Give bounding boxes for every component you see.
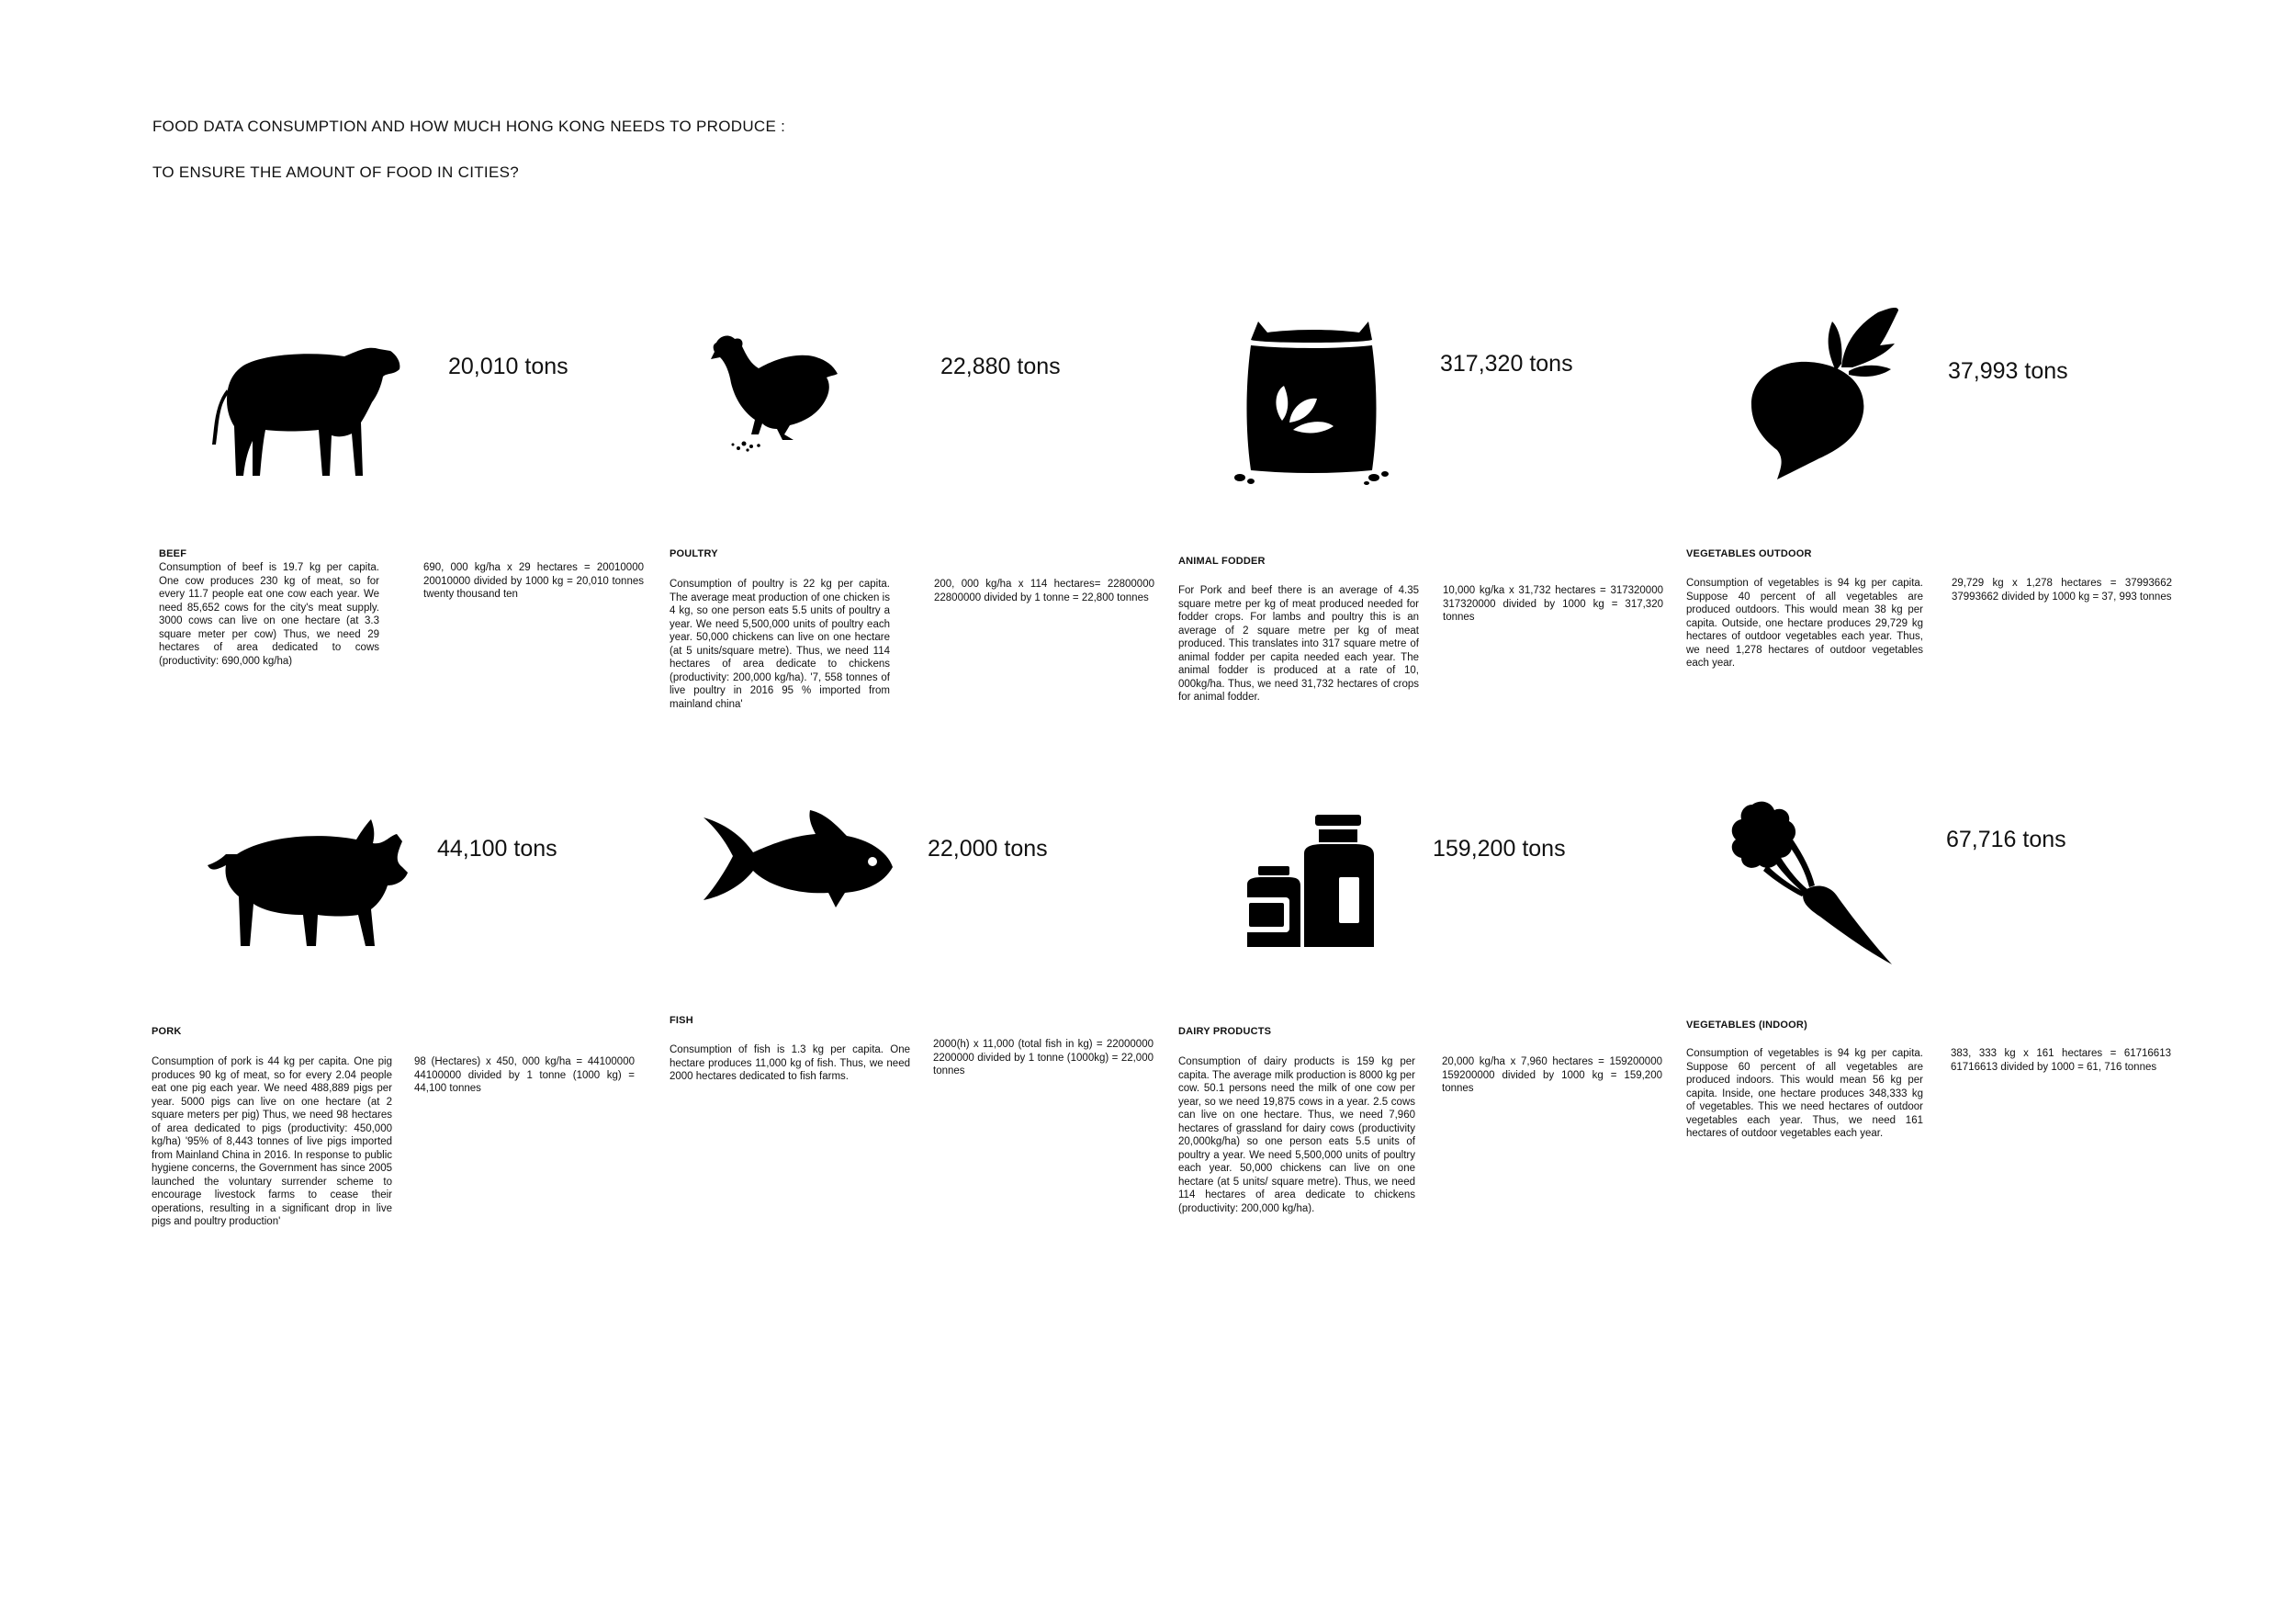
veg-indoor-description: Consumption of vegetables is 94 kg per capita. Suppose 60 percent of all vegetables are produced indoors. This would mean 56 kg per capita. Inside, one hectare produces 348,333 kg of vegetables. This we need hectares of outdoor vegetables each year. Thus, we need 161 hectares of outdoor vegetables each year.	[1686, 1048, 1923, 1139]
poultry-tons: 22,880 tons	[940, 354, 1061, 379]
dairy-calculation: 20,000 kg/ha x 7,960 hectares = 159200000 159200000 divided by 1000 kg = 159,200 tonnes	[1442, 1056, 1662, 1094]
beef-tons: 20,010 tons	[448, 354, 568, 379]
veg-indoor-tons: 67,716 tons	[1946, 827, 2066, 852]
fodder-calculation: 10,000 kg/ka x 31,732 hectares = 317320000 317320000 divided by 1000 kg = 317,320 tonnes	[1443, 585, 1663, 623]
pork-description: Consumption of pork is 44 kg per capita. One pig produces 90 kg of meat, so for every 2.04 people eat one pig each year. We need 488,889 pigs per year. 5000 pigs can live on one hectare (at 2 square meters per pig) Thus, we need 98 hectares of area dedicated to pigs (productivity: 450,000 kg/ha) '95% of 8,443 tonnes of live pigs imported from Mainland China in 2016. In response to public hygiene concerns, the Government has since 2005 launched the voluntary surrender scheme to encourage livestock farms to cease their operations, resulting in a significant drop in live pigs and poultry production'	[152, 1056, 392, 1227]
pork-calculation: 98 (Hectares) x 450, 000 kg/ha = 44100000 44100000 divided by 1 tonne (1000 kg) = 44,100 tonnes	[414, 1056, 635, 1094]
veg-outdoor-calculation: 29,729 kg x 1,278 hectares = 37993662 37993662 divided by 1000 kg = 37, 993 tonnes	[1952, 578, 2172, 603]
carrot-icon	[1725, 797, 1899, 972]
chicken-icon	[698, 326, 845, 455]
cow-icon	[207, 338, 404, 483]
dairy-label: DAIRY PRODUCTS	[1178, 1026, 1272, 1037]
beef-calculation: 690, 000 kg/ha x 29 hectares = 20010000 20010000 divided by 1000 kg = 20,010 tonnes twenty thousand ten	[423, 562, 644, 600]
veg-outdoor-description: Consumption of vegetables is 94 kg per capita. Suppose 40 percent of all vegetables are produced outdoors. This would mean 38 kg per capita. Outside, one hectare produces 29,729 kg hectares of outdoor vegetables each year. Thus, we need 1,278 hectares of outdoor vegetables each year.	[1686, 578, 1923, 669]
veg-indoor-label: VEGETABLES (INDOOR)	[1686, 1020, 1807, 1031]
poultry-calculation: 200, 000 kg/ha x 114 hectares= 22800000 22800000 divided by 1 tonne = 22,800 tonnes	[934, 579, 1154, 603]
milk-bottles-icon	[1240, 813, 1387, 951]
veg-outdoor-tons: 37,993 tons	[1948, 358, 2068, 384]
dairy-description: Consumption of dairy products is 159 kg per capita. The average milk production is 8000 kg per cow. 50.1 persons need the milk of one cow per year, so we need 19,875 cows in a year. 2.5 cows can live on one hectare. Thus, we need 7,960 hectares of grassland for dairy cows (productivity 20,000kg/ha) so one person eats 5.5 units of poultry a year. We need 5,500,000 units of poultry each year. 50,000 chickens can live on one hectare (at 5 units/ square metre). Thus, we need 114 hectares of area dedicate to chickens (productivity: 200,000 kg/ha).	[1178, 1056, 1415, 1214]
fish-icon	[700, 808, 897, 909]
pig-icon	[200, 808, 421, 951]
beef-label: BEEF	[159, 548, 187, 559]
poultry-label: POULTRY	[670, 548, 718, 559]
beef-description: Consumption of beef is 19.7 kg per capita. One cow produces 230 kg of meat, so for every 11.7 people eat one cow each year. We need 85,652 cows for the city's meat supply. 3000 cows can live on one hectare (at 3.3 square meter per cow) Thus, we need 29 hectares of area dedicated to cows (productivity: 690,000 kg/ha)	[159, 562, 379, 667]
fish-tons: 22,000 tons	[928, 836, 1048, 862]
fish-calculation: 2000(h) x 11,000 (total fish in kg) = 22000000 2200000 divided by 1 tonne (1000kg) = 22,000 tonnes	[933, 1039, 1154, 1076]
fodder-label: ANIMAL FODDER	[1178, 556, 1266, 567]
veg-indoor-calculation: 383, 333 kg x 161 hectares = 61716613 61716613 divided by 1000 = 61, 716 tonnes	[1951, 1048, 2171, 1073]
veg-outdoor-label: VEGETABLES OUTDOOR	[1686, 548, 1812, 559]
fish-description: Consumption of fish is 1.3 kg per capita. One hectare produces 11,000 kg of fish. Thus, we need 2000 hectares dedicated to fish farms.	[670, 1044, 910, 1082]
fodder-tons: 317,320 tons	[1440, 351, 1573, 377]
page-subtitle: TO ENSURE THE AMOUNT OF FOOD IN CITIES?	[152, 163, 519, 181]
fish-label: FISH	[670, 1015, 693, 1026]
pork-tons: 44,100 tons	[437, 836, 557, 862]
dairy-tons: 159,200 tons	[1433, 836, 1566, 862]
pork-label: PORK	[152, 1026, 182, 1037]
poultry-description: Consumption of poultry is 22 kg per capita. The average meat production of one chicken is 4 kg, so one person eats 5.5 units of poultry a year. We need 5,500,000 units of poultry each year. 50,000 chickens can live on one hectare (at 5 units/square metre). Thus, we need 114 hectares of area dedicate to chickens (productivity: 200,000 kg/ha). '7, 558 tonnes of live poultry in 2016 95 % imported from mainland china'	[670, 579, 890, 710]
fodder-bag-icon	[1231, 312, 1391, 487]
fodder-description: For Pork and beef there is an average of 4.35 square metre per kg of meat produced needed for fodder crops. For lambs and poultry this is an average of 2 square metre per kg of meat produced. This translates into 317 square metre of animal fodder per capita needed each year. The animal fodder is produced at a rate of 10, 000kg/ha. Thus, we need 31,732 hectares of crops for animal fodder.	[1178, 585, 1419, 703]
page-title: FOOD DATA CONSUMPTION AND HOW MUCH HONG KONG NEEDS TO PRODUCE :	[152, 118, 786, 135]
beetroot-icon	[1740, 303, 1906, 479]
